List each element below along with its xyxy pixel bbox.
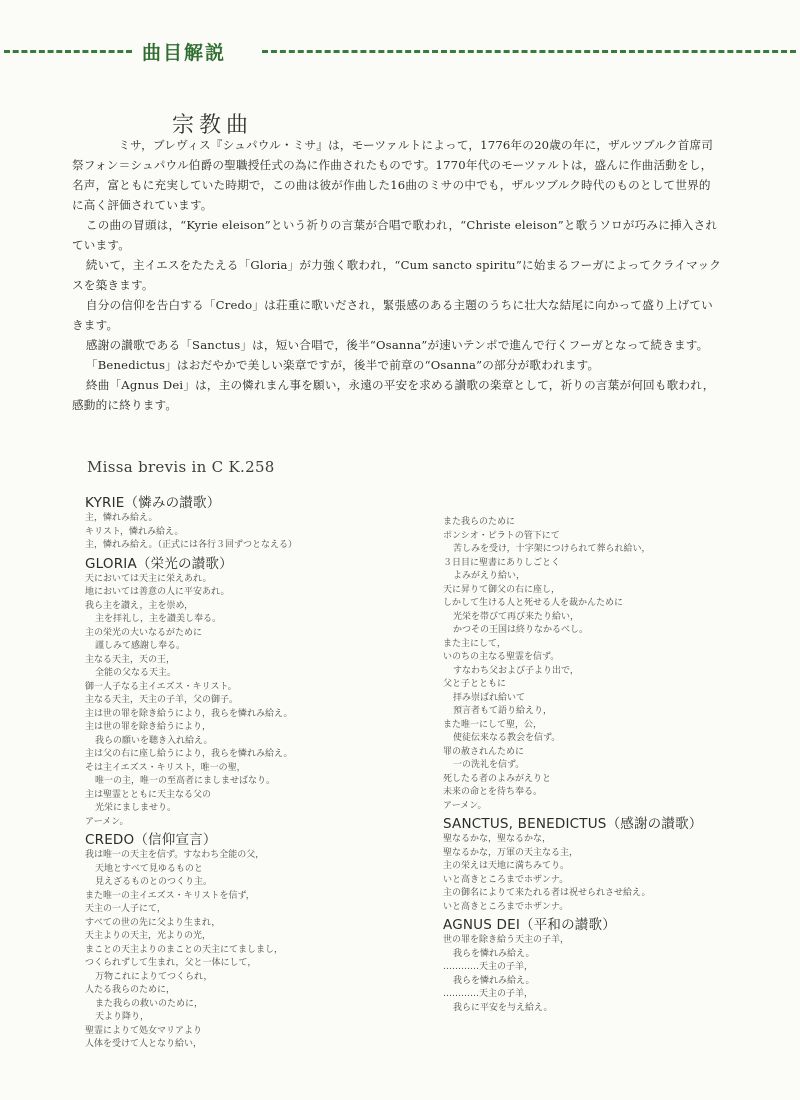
lyric-line: 拝み崇ばれ給いて — [453, 692, 526, 703]
lyrics-block — [443, 833, 763, 914]
lyric-line: 見えざるものとのつくり主。 — [95, 877, 213, 887]
lyric-line: 世の罪を除き給う天主の子羊， — [443, 935, 570, 945]
lyric-line: 主，憐れみ給え。（正式には各行３回ずつとなえる） — [85, 540, 298, 550]
lyric-line: また我らの救いのために， — [95, 998, 204, 1009]
lyrics-block — [85, 849, 405, 1052]
lyrics-block — [85, 512, 405, 553]
lyric-line: 主の御名によりて来たれる者は祝せられさせ給え。 — [443, 888, 651, 898]
movement-heading: KYRIE（憐みの讃歌） — [85, 495, 221, 511]
intro-paragraph: 自分の信仰を告白する「Credo」は荘重に歌いだされ，緊張感のある主題のうちに壮大な結尾に向かって盛り上げていきます。 — [72, 298, 713, 332]
lyric-line: キリスト，憐れみ給え。 — [85, 526, 184, 537]
lyric-line: 唯一の主，唯一の至高者にましませばなり。 — [95, 776, 276, 786]
lyric-line: いのちの主なる聖霊を信ず。 — [443, 652, 560, 662]
lyric-line: 天地とすべて見ゆるものと — [95, 863, 203, 874]
intro-text — [72, 135, 722, 415]
movement-heading: SANCTUS, BENEDICTUS（感謝の讃歌） — [443, 816, 703, 832]
lyric-line: 我らを憐れみ給え。 — [453, 975, 535, 986]
lyric-line: 天主の一人子にて， — [85, 904, 166, 914]
lyric-line: 死したる者のよみがえりと — [443, 773, 552, 784]
lyric-line: 未来の命とを待ち奉る。 — [443, 787, 543, 797]
lyric-line: 主の栄光の大いなるがために — [85, 627, 203, 638]
lyric-line: 聖なるかな，聖なるかな， — [443, 834, 552, 844]
lyric-line: 父と子とともに — [443, 679, 507, 689]
lyrics-block — [443, 516, 763, 813]
section-title: 宗教曲 — [172, 113, 254, 138]
lyric-line: 主の栄えは天地に満ちみてり。 — [443, 861, 570, 871]
lyric-line: かつその王国は終りなかるべし。 — [453, 625, 589, 635]
lyrics-column-right — [443, 494, 763, 1017]
lyric-line: アーメン。 — [85, 816, 129, 827]
lyric-line: ３日目に聖書にありしごとく — [443, 557, 561, 568]
lyric-line: 天においては天主に栄えあれ。 — [85, 573, 212, 584]
lyric-line: また唯一にして聖，公， — [443, 719, 543, 730]
lyric-line: まことの天主よりのまことの天主にてましまし， — [85, 944, 284, 955]
movement-heading: AGNUS DEI（平和の讃歌） — [443, 917, 616, 933]
lyric-line: 我らを憐れみ給え。 — [453, 948, 535, 959]
movement-heading: CREDO（信仰宣言） — [85, 832, 217, 848]
intro-paragraph: 終曲「Agnus Dei」は，主の憐れまん事を願い，永遠の平安を求める讃歌の楽章として，祈りの言葉が何回も歌われ，感動的に終ります。 — [72, 378, 715, 412]
lyric-line: 天より降り， — [95, 1012, 150, 1022]
section-header — [0, 38, 800, 64]
lyric-line: しかして生ける人と死せる人を裁かんために — [443, 598, 624, 608]
lyric-line: 万物これによりてつくられ， — [95, 971, 213, 982]
lyric-line: 主は世の罪を除き給うにより，我らを憐れみ給え。 — [85, 708, 293, 719]
missa-title: Missa brevis in C K.258 — [87, 458, 275, 476]
intro-paragraph: 続いて，主イエスをたたえる「Gloria」が力強く歌われ，“Cum sancto spiritu”に始まるフーガによってクライマックスを築きます。 — [72, 258, 722, 292]
lyric-line: また我らのために — [443, 517, 516, 527]
lyric-line: 主は世の罪を除き給うにより， — [85, 722, 212, 732]
lyric-line: 天主よりの天主，光よりの光， — [85, 931, 212, 941]
lyric-line: 主を拝礼し，主を讃美し奉る。 — [95, 614, 222, 624]
lyric-line: 主は聖霊とともに天主なる父の — [85, 789, 212, 800]
lyric-line: また主にして， — [443, 638, 506, 649]
lyric-line: いと高きところまでホザンナ。 — [443, 874, 569, 885]
lyric-line: そは主イエズス・キリスト，唯一の聖， — [85, 762, 246, 773]
lyric-line: 光栄にましませり。 — [95, 803, 177, 813]
lyric-line: 預言者もて語り給えり， — [453, 706, 553, 716]
lyric-line: すべての世の先に父より生まれ， — [85, 917, 221, 928]
lyric-line: すなわち父および子より出で， — [453, 665, 579, 676]
lyric-line: よみがえり給い， — [453, 571, 526, 581]
lyric-line: ポンシオ・ピラトの管下にて — [443, 530, 560, 541]
header-dashed-rule-left — [4, 50, 132, 53]
lyric-line: 罪の赦されんために — [443, 746, 525, 757]
intro-paragraph: この曲の冒頭は，“Kyrie eleison”という祈りの言葉が合唱で歌われ，“Christe eleison”と歌うソロが巧みに挿入されています。 — [72, 218, 718, 252]
header-title: 曲目解説 — [142, 42, 227, 64]
lyric-line: つくられずして生まれ，父と一体にして， — [85, 958, 257, 968]
lyric-line: …………天主の子羊， — [443, 962, 534, 972]
lyrics-block — [85, 573, 405, 830]
lyric-line: 光栄を帯びて再び来たり給い， — [453, 611, 580, 622]
lyric-line: 主，憐れみ給え。 — [85, 513, 158, 523]
lyric-line: 聖なるかな，万軍の天主なる主， — [443, 847, 579, 858]
lyric-line: 全能の父なる天主。 — [95, 668, 177, 678]
lyric-line: 我は唯一の天主を信ず。すなわち全能の父， — [85, 850, 265, 860]
lyric-line: 聖霊によりて処女マリアより — [85, 1025, 203, 1036]
lyric-line: 謹しみて感謝し奉る。 — [95, 641, 186, 651]
lyric-line: 我らの願いを聴き入れ給え。 — [95, 735, 213, 746]
header-dashed-rule-right — [262, 50, 796, 53]
lyric-line: 御一人子なる主イエズス・キリスト。 — [85, 681, 237, 692]
lyric-line: アーメン。 — [443, 800, 487, 811]
lyrics-block — [443, 934, 763, 1015]
lyric-line: 使徒伝来なる教会を信ず。 — [453, 733, 561, 743]
lyric-line: 主なる天主，天主の子羊，父の御子。 — [85, 695, 239, 705]
lyric-line: 人体を受けて人となり給い， — [85, 1039, 203, 1049]
lyric-line: 一の洗礼を信ず。 — [453, 760, 525, 770]
intro-paragraph: ミサ，ブレヴィス『シュパウル・ミサ』は，モーツァルトによって，1776年の20歳の年に，ザルツブルク首席司祭フォン＝シュパウル伯爵の聖職授任式の為に作曲されたものです。1770年代のモーツァルトは，盛んに作曲活動をし，名声，富ともに充実していた時期で，この曲は彼が作曲した16曲のミサの中でも，ザルツブルク時代のものとして世界的に高く評価されています。 — [72, 138, 714, 212]
lyric-line: 主なる天主，天の王， — [85, 654, 176, 665]
lyric-line: 苦しみを受け，十字架につけられて葬られ給い， — [453, 544, 651, 554]
lyric-line: いと高きところまでホザンナ。 — [443, 901, 569, 912]
lyric-line: …………天主の子羊， — [443, 989, 534, 999]
lyrics-column-left — [85, 494, 405, 1054]
intro-paragraph: 「Benedictus」はおだやかで美しい楽章ですが，後半で前章の“Osanna”の部分が歌われます。 — [85, 358, 600, 372]
lyric-line: 天に昇りて御父の右に座し， — [443, 584, 561, 595]
lyric-line: 主は父の右に座し給うにより，我らを憐れみ給え。 — [85, 749, 293, 759]
intro-paragraph: 感謝の讃歌である「Sanctus」は，短い合唱で，後半“Osanna”が速いテンポで進んで行くフーガとなって続きます。 — [85, 338, 709, 352]
movement-heading: GLORIA（栄光の讃歌） — [85, 555, 233, 572]
lyric-line: また唯一の主イエズス・キリストを信ず， — [85, 890, 255, 901]
lyric-line: 我ら主を讃え，主を崇め， — [85, 600, 194, 611]
lyric-line: 我らに平安を与え給え。 — [453, 1002, 553, 1013]
lyric-line: 人たる我らのために， — [85, 985, 176, 995]
lyric-line: 地においては善意の人に平安あれ。 — [85, 587, 230, 597]
